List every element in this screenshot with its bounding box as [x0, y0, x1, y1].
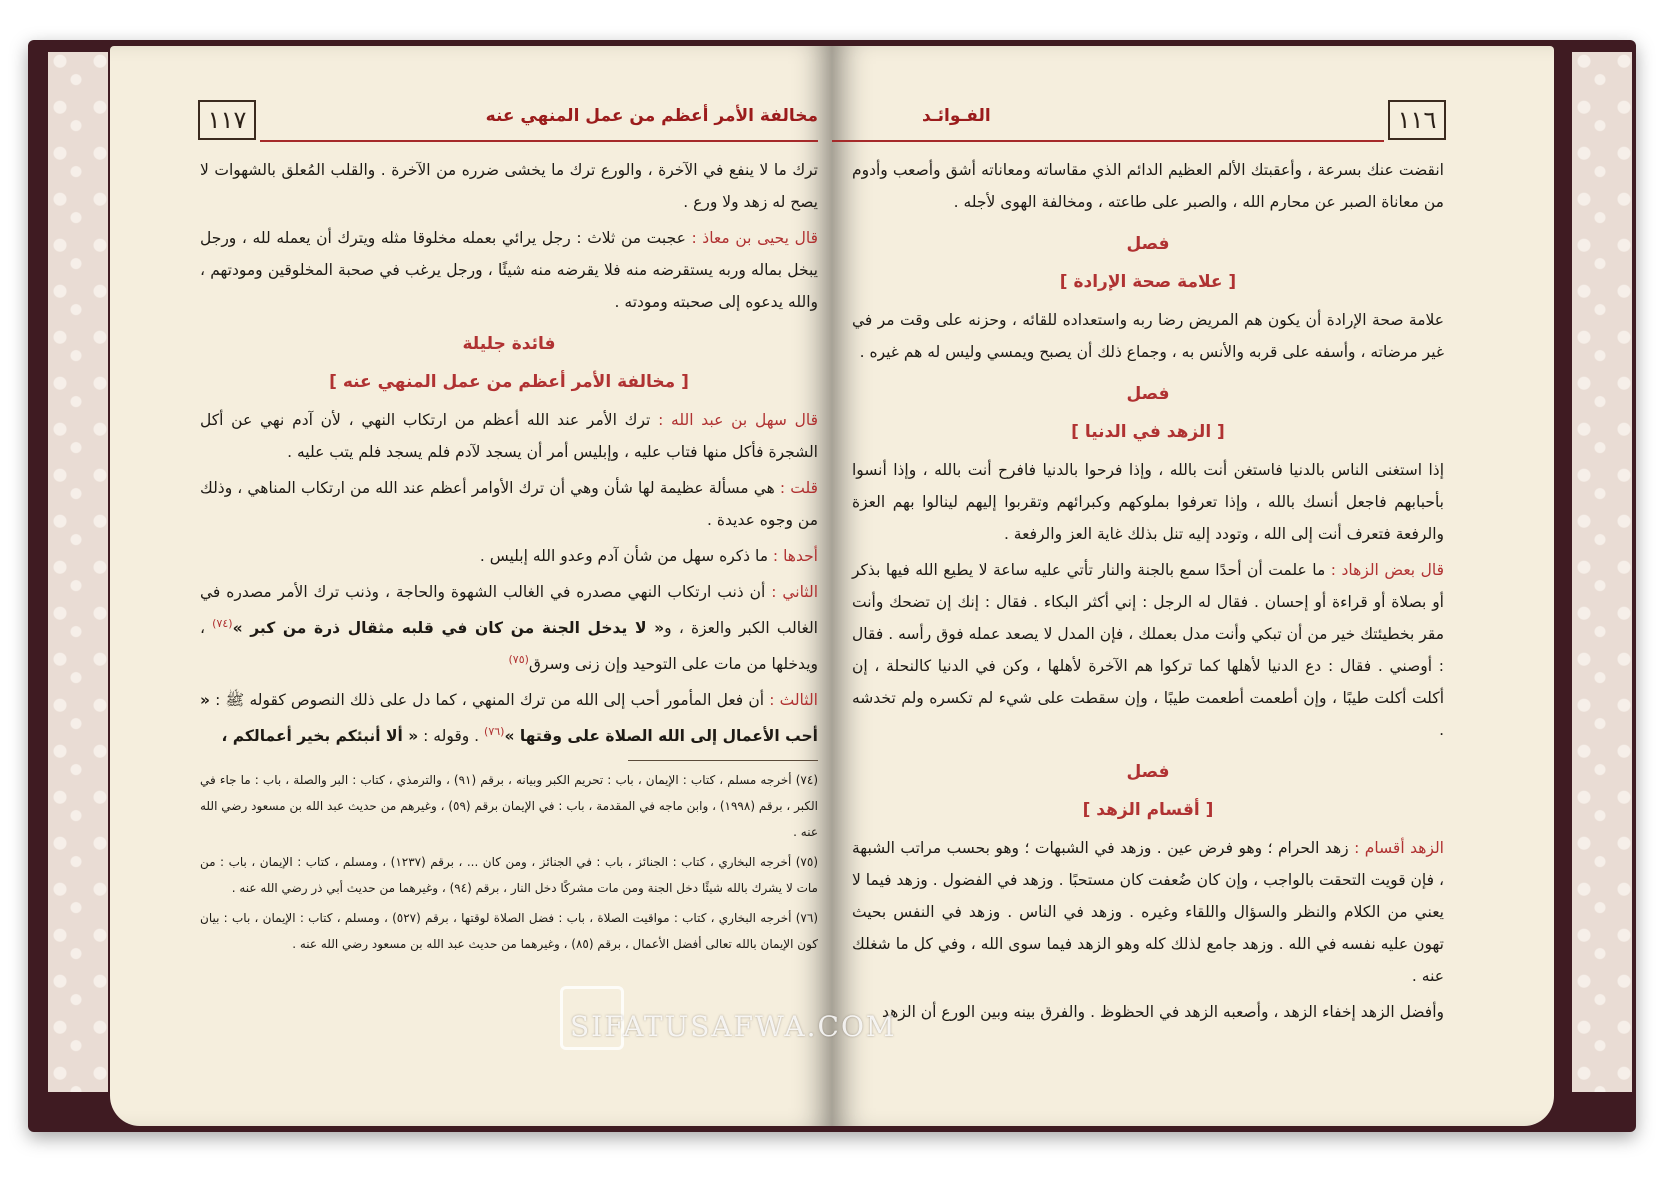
speaker-label: قال يحيى بن معاذ :	[691, 229, 818, 247]
left-page	[110, 46, 832, 1126]
left-page-header	[110, 100, 832, 146]
paragraph	[200, 404, 818, 468]
paragraph-text: . وقوله :	[418, 727, 485, 746]
section-heading: فصل	[1126, 762, 1170, 782]
right-page	[832, 46, 1554, 1126]
paragraph: وأفضل الزهد إخفاء الزهد ، وأصعبه الزهد في الحظوظ . والفرق بينه وبين الورع أن الزهد	[881, 1003, 1444, 1021]
footnote-75: (٧٥) أخرجه البخاري ، كتاب : الجنائز ، باب : في الجنائز ، ومن كان ... ، برقم (١٢٣٧) ، ومسلم ، كتاب : الإيمان ، باب : من مات لا يشرك بالله شيئًا دخل الجنة ومن مات مشركًا دخل النار ، برقم (٩٤) ، وغيرهما من حديث أبي ذر رضي الله عنه .	[200, 855, 818, 896]
page-number: ١١٦	[1388, 100, 1446, 140]
section-subheading: [ الزهد في الدنيا ]	[1071, 422, 1225, 442]
speaker-label: الزهد أقسام :	[1354, 839, 1444, 857]
right-page-header	[832, 100, 1554, 146]
section-heading: فصل	[1126, 384, 1170, 404]
paragraph-text: ما ذكره سهل من شأن آدم وعدو الله إبليس .	[479, 547, 773, 565]
running-title: مخالفة الأمر أعظم من عمل المنهي عنه	[485, 106, 818, 126]
paragraph-text: عجبت من ثلاث : رجل يرائي بعمله مخلوقا مثله ويترك أن يعمله لله ، ورجل يبخل بماله وربه يستقرضه منه فلا يقرضه منه شيئًا ، ورجل يرغب في صحبة المخلوقين ومودتهم ، والله يدعوه إلى صحبته ومودته .	[200, 229, 818, 311]
right-endpaper	[1572, 52, 1632, 1092]
paragraph-text: هي مسألة عظيمة لها شأن وهي أن ترك الأوامر أعظم عند الله من ارتكاب المناهي ، وذلك من وجوه عديدة .	[200, 479, 818, 529]
watermark-text: SIFATUSAFWA.COM	[570, 1010, 897, 1043]
paragraph	[200, 684, 818, 752]
hadith-quote: « أحب الأعمال إلى الله الصلاة على وقتها »	[200, 691, 818, 746]
footnote-ref[interactable]: (٧٥)	[508, 653, 529, 667]
footnote-76: (٧٦) أخرجه البخاري ، كتاب : مواقيت الصلاة ، باب : فضل الصلاة لوقتها ، برقم (٥٢٧) ، ومسلم ، كتاب : الإيمان ، باب : بيان كون الإيمان بالله تعالى أفضل الأعمال ، برقم (٨٥) ، وغيرهما من حديث عبد الله بن مسعود رضي الله عنه .	[200, 911, 818, 952]
paragraph-text: زهد الحرام ؛ وهو فرض عين . وزهد في الشبهات ؛ وهو بحسب مراتب الشبهة ، فإن قويت التحقت بالواجب ، وإن كان ضُعفت كان مستحبًا . وزهد في الفضول . وزهد فيما لا يعني من الكلام والنظر والسؤال واللقاء وغيره . وزهد في الناس . وزهد في النفس بحيث تهون عليه نفسه في الله . وزهد جامع لذلك كله وهو الزهد فيما سوى الله ، وفي كل ما شغلك عنه .	[852, 839, 1444, 985]
speaker-label: قلت :	[779, 479, 818, 497]
paragraph: إذا استغنى الناس بالدنيا فاستغن أنت بالله ، وإذا فرحوا بالدنيا فافرح أنت بالله ، وإذا أنسوا بأحبابهم فاجعل أنسك بالله ، وإذا تعرفوا بملوكهم وكبرائهم وتقربوا إليهم لينالوا بهم العزة والرفعة فتعرف أنت إلى الله ، وتودد إليه تنل بذلك غاية العز والرفعة .	[852, 461, 1444, 543]
section-subheading: [ أقسام الزهد ]	[1082, 800, 1214, 820]
paragraph-text: أن فعل المأمور أحب إلى الله من ترك المنهي ، كما دل على ذلك النصوص كقوله ﷺ :	[210, 691, 770, 710]
paragraph-text: ، ويدخلها من مات على التوحيد وإن زنى وسرق	[200, 619, 818, 674]
paragraph	[200, 472, 818, 536]
footnote-ref[interactable]: (٧٤)	[212, 617, 233, 630]
left-page-body	[200, 154, 818, 961]
point-label: الثالث :	[769, 691, 818, 710]
running-title: الفـوائـد	[922, 106, 991, 126]
paragraph: انقضت عنك بسرعة ، وأعقبتك الألم العظيم الدائم الذي مقاساته ومعاناته أشق وأصعب وأدوم من معاناة الصبر عن محارم الله ، والصبر على طاعته ، ومخالفة الهوى لأجله .	[852, 161, 1444, 211]
speaker-label: قال بعض الزهاد :	[1330, 561, 1445, 579]
header-rule	[260, 140, 818, 142]
hadith-quote: « ألا أنبئكم بخير أعمالكم ،	[221, 727, 419, 746]
section-heading: فصل	[1126, 234, 1170, 254]
paragraph-text: ترك الأمر عند الله أعظم من ارتكاب النهي ، لأن آدم نهي عن أكل الشجرة فأكل منها فتاب عليه ، وإبليس أمر أن يسجد لآدم فلم يسجد فلم يتب عليه .	[200, 411, 818, 461]
paragraph	[852, 832, 1444, 992]
section-subheading: [ مخالفة الأمر أعظم من عمل المنهي عنه ]	[329, 372, 689, 392]
section-subheading: [ علامة صحة الإرادة ]	[1059, 272, 1237, 292]
paragraph	[200, 540, 818, 572]
right-page-body	[852, 154, 1444, 1032]
paragraph-text: أن ذنب ارتكاب النهي مصدره في الغالب الشهوة والحاجة ، وذنب ترك الأمر مصدره في الغالب الكبر والعزة ، و	[200, 583, 818, 638]
speaker-label: قال سهل بن عبد الله :	[658, 411, 818, 429]
footnote-ref[interactable]: (٧٦)	[484, 725, 505, 739]
footnote-74: (٧٤) أخرجه مسلم ، كتاب : الإيمان ، باب : تحريم الكبر وبيانه ، برقم (٩١) ، والترمذي ، كتاب : البر والصلة ، باب : ما جاء في الكبر ، برقم (١٩٩٨) ، وابن ماجه في المقدمة ، باب : في الإيمان برقم (٥٩) ، وغيرهم من حديث عبد الله بن مسعود رضي الله عنه .	[200, 773, 819, 840]
paragraph	[200, 222, 818, 318]
hadith-quote: « لا يدخل الجنة من كان في قلبه مثقال ذرة من كبر »	[232, 619, 665, 638]
paragraph	[852, 554, 1444, 746]
point-label: أحدها :	[772, 547, 818, 565]
paragraph	[200, 576, 818, 680]
point-label: الثاني :	[771, 583, 818, 601]
paragraph: علامة صحة الإرادة أن يكون هم المريض رضا ربه واستعداده للقائه ، وحزنه على وقت مر في غير مرضاته ، وأسفه على قربه والأنس به ، وجماع ذلك أن يصبح ويمسي وليس له هم غيره .	[852, 311, 1444, 361]
footnote-divider	[628, 760, 818, 761]
paragraph-text: ما علمت أن أحدًا سمع بالجنة والنار تأتي عليه ساعة لا يطيع الله فيها بذكر أو بصلاة أو قراءة أو إحسان . فقال له الرجل : إني أكثر البكاء . فقال : إنك إن تضحك وأنت مقر بخطيئتك خير من أن تبكي وأنت مدل بعملك ، فإن المدل لا يصعد عمله فوق رأسه . فقال : أوصني . فقال : دع الدنيا لأهلها كما تركوا هم الآخرة لأهلها ، وكن في الدنيا كالنحلة ، إن أكلت أكلت طيبًا ، وإن أطعمت أطعمت طيبًا ، وإن سقطت على شيء لم تكسره ولم تخدشه .	[852, 561, 1444, 739]
header-rule	[832, 140, 1384, 142]
paragraph: ترك ما لا ينفع في الآخرة ، والورع ترك ما يخشى ضرره من الآخرة . والقلب المُعلق بالشهوات لا يصح له زهد ولا ورع .	[200, 161, 818, 211]
section-heading: فائدة جليلة	[462, 334, 556, 354]
left-endpaper	[48, 52, 108, 1092]
page-number: ١١٧	[198, 100, 256, 140]
